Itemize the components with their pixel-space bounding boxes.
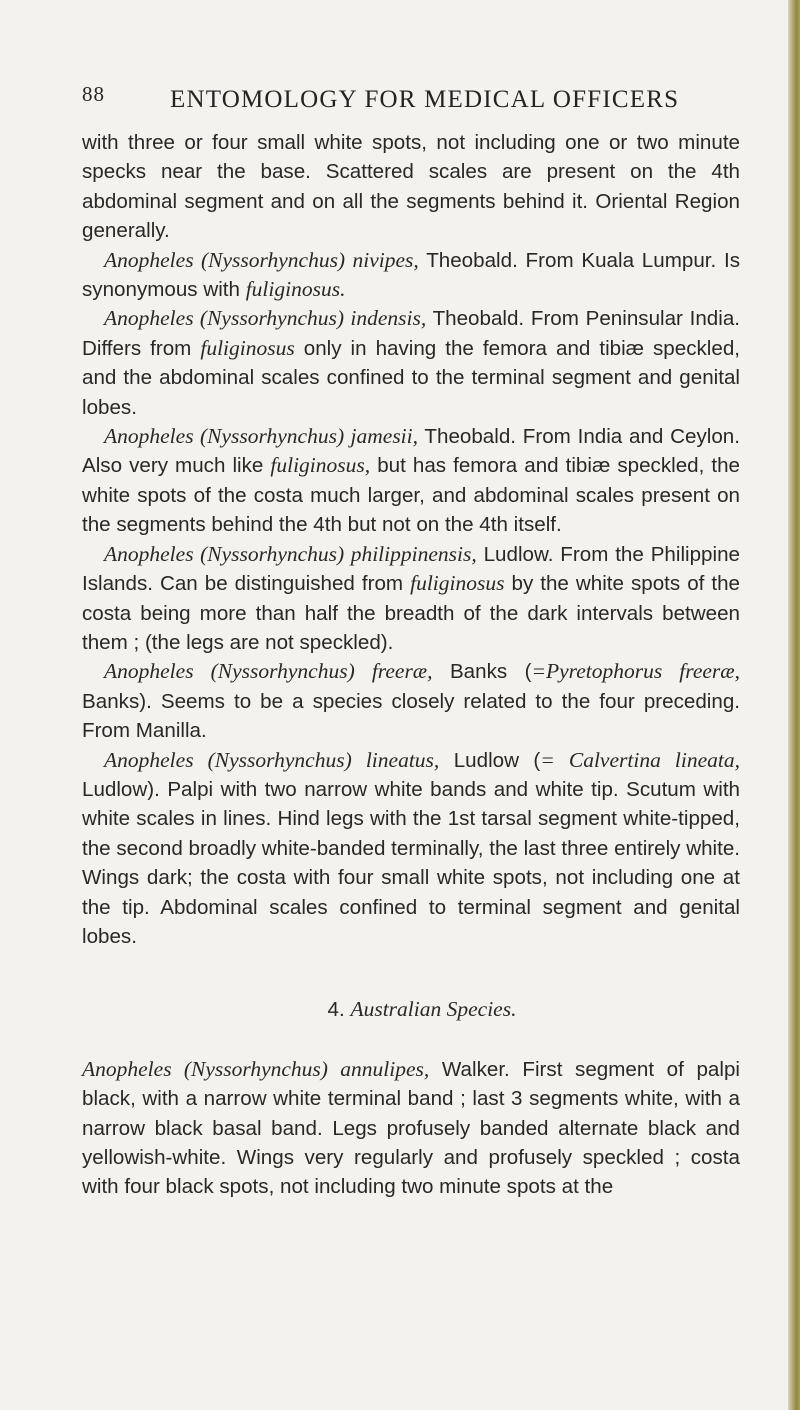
species-description: Ludlow). Palpi with two narrow white bands and white tip. Scutum with white scales in lines. Hind legs with the 1st tarsal segment white-tipped, the second broadly white-banded terminally, the last three entirely white. Wings dark; the costa with four small white spots, not including one at the tip. Abdominal scales confined to terminal segment and genital lobes. bbox=[82, 777, 740, 948]
reference-name: fuliginosus, bbox=[270, 453, 371, 478]
species-name: Anopheles (Nyssorhynchus) lineatus, bbox=[104, 747, 440, 772]
running-head: ENTOMOLOGY FOR MEDICAL OFFICERS bbox=[170, 86, 680, 113]
species-description: Theobald. From Peninsular India. Differs from bbox=[82, 307, 740, 360]
species-entry-annulipes bbox=[82, 1055, 740, 1202]
species-entry-philippinensis bbox=[82, 540, 740, 658]
species-entry-lineatus bbox=[82, 746, 740, 952]
species-name: Anopheles (Nyssorhynchus) annulipes, bbox=[82, 1056, 430, 1081]
species-description: but has femora and tibiæ speckled, the white spots of the costa much larger, and abdominal scales present on the segments behind the 4th but not on the 4th itself. bbox=[82, 454, 740, 537]
synonym-name: =Pyretophorus freeræ, bbox=[531, 659, 741, 684]
section-title: Australian Species. bbox=[350, 997, 517, 1022]
species-description: Theobald. From Kuala Lumpur. Is synonymous with bbox=[82, 248, 740, 302]
species-description: by the white spots of the costa being more than half the breadth of the dark intervals between them ; (the legs are not speckled). bbox=[82, 572, 740, 654]
page-body bbox=[82, 128, 740, 1202]
species-description: Ludlow ( bbox=[439, 748, 541, 772]
species-entry-freerae bbox=[82, 657, 740, 745]
species-name: Anopheles (Nyssorhynchus) philippinensis, bbox=[104, 541, 477, 566]
species-name: Anopheles (Nyssorhynchus) indensis, bbox=[104, 306, 427, 331]
species-entry-jamesii bbox=[82, 422, 740, 540]
synonym-name: fuliginosus. bbox=[245, 277, 346, 302]
species-description: Walker. First segment of palpi black, with a narrow white terminal band ; last 3 segments white, with a narrow black basal band. Legs profusely banded alternate black and yellowish-white. Wings very regularly and profusely speckled ; costa with four black spots, not including two minute spots at the bbox=[82, 1057, 740, 1199]
species-name: Anopheles (Nyssorhynchus) nivipes, bbox=[104, 247, 419, 272]
species-entry-indensis bbox=[82, 304, 740, 422]
section-heading bbox=[82, 951, 740, 1054]
page-number: 88 bbox=[82, 82, 105, 106]
species-description: Ludlow. From the Philippine Islands. Can be distinguished from bbox=[82, 542, 740, 596]
species-entry-nivipes bbox=[82, 246, 740, 305]
page-edge bbox=[788, 0, 800, 1410]
reference-name: fuliginosus bbox=[410, 571, 505, 596]
reference-name: fuliginosus bbox=[200, 335, 295, 360]
species-description: Theobald. From India and Ceylon. Also very much like bbox=[82, 425, 740, 478]
paragraph-continuation: with three or four small white spots, not including one or two minute specks near the base. Scattered scales are present on the 4th abdominal segment and on all the segments behind it. Oriental Region generally. bbox=[82, 131, 740, 243]
species-description: Banks ( bbox=[432, 660, 532, 684]
species-description: Banks). Seems to be a species closely related to the four preceding. From Manilla. bbox=[82, 689, 740, 743]
species-name: Anopheles (Nyssorhynchus) freeræ, bbox=[104, 659, 433, 684]
species-description: only in having the femora and tibiæ speckled, and the abdominal scales confined to the terminal segment and genital lobes. bbox=[82, 336, 741, 419]
synonym-name: = Calvertina lineata, bbox=[540, 747, 741, 772]
species-name: Anopheles (Nyssorhynchus) jamesii, bbox=[104, 424, 419, 449]
section-number: 4. bbox=[327, 998, 345, 1022]
